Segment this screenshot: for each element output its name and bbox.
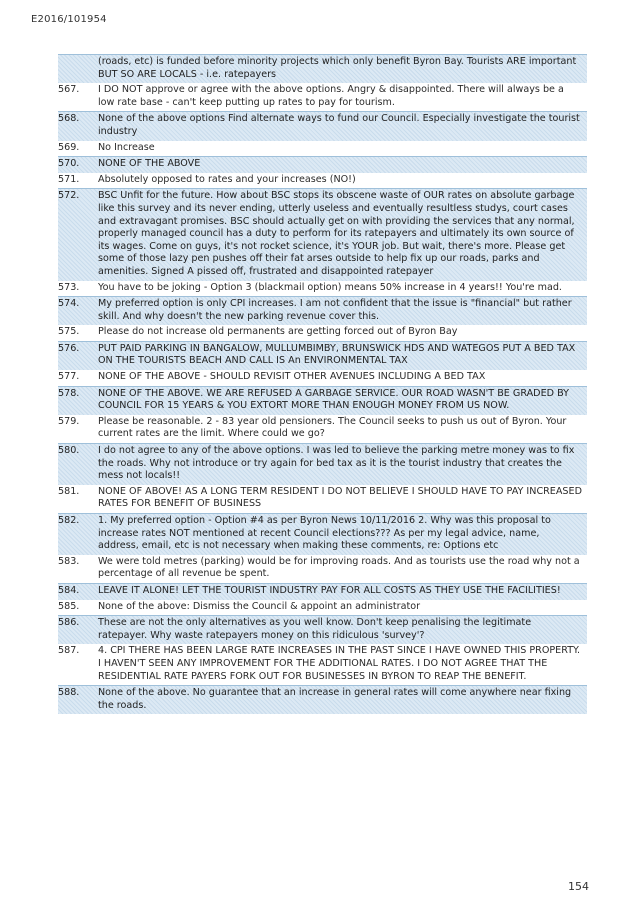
entry-text: These are not the only alternatives as you well know. Don't keep penalising the legitimate ratepayer. Why waste ratepayers money on this ridiculous 'survey'? [98,617,532,641]
entry-text: NONE OF THE ABOVE [98,158,201,170]
comment-row [58,281,587,297]
entry-number: 576. [58,342,80,354]
entry-text: I DO NOT approve or agree with the above options. Angry & disappointed. There will always be a low rate base - can't keep putting up rates to pay for tourism. [98,84,564,108]
comment-row [58,644,587,685]
entry-text: NONE OF ABOVE! AS A LONG TERM RESIDENT I DO NOT BELIEVE I SHOULD HAVE TO PAY INCREASED RATES FOR BENEFIT OF BUSINESS [98,485,582,510]
comment-row [58,341,587,370]
entry-text: None of the above options Find alternate ways to fund our Council. Especially investigate the tourist industry [98,113,580,137]
comment-row [58,111,587,140]
entry-text: 1. My preferred option - Option #4 as per Byron News 10/11/2016 2. Why was this proposal to increase rates NOT mentioned at recent Council elections??? As per my legal advice, name, address, email, etc is not necessary when making these comments, re: Options etc [98,515,551,552]
comment-row [58,386,587,415]
entry-number: 569. [58,141,80,153]
entry-number: 570. [58,158,80,170]
entry-number: 581. [58,485,80,497]
entry-number: 580. [58,445,80,457]
comment-row [58,83,587,111]
entry-text: None of the above. No guarantee that an increase in general rates will come anywhere near fixing the roads. [98,687,572,711]
entry-number: 574. [58,298,80,310]
comment-row [58,583,587,600]
entry-number: 572. [58,190,80,202]
entry-text: NONE OF THE ABOVE - SHOULD REVISIT OTHER AVENUES INCLUDING A BED TAX [98,371,486,383]
comment-row [58,415,587,443]
comment-row [58,296,587,325]
entry-text: Please be reasonable. 2 - 83 year old pensioners. The Council seeks to push us out of Byron. Your current rates are the limit. Where could we go? [98,415,567,440]
entry-text: Please do not increase old permanents are getting forced out of Byron Bay [98,326,458,338]
entry-number: 584. [58,584,80,596]
page-number: 154 [568,880,589,893]
entry-text: You have to be joking - Option 3 (blackmail option) means 50% increase in 4 years!! You're mad. [98,281,562,293]
entry-text: (roads, etc) is funded before minority projects which only benefit Byron Bay. Tourists ARE important BUT SO ARE LOCALS - i.e. ratepayers [98,56,577,80]
entry-text: No Increase [98,141,155,153]
entry-number: 587. [58,645,80,657]
entry-number: 571. [58,173,80,185]
entry-number: 575. [58,326,80,338]
entry-number: 588. [58,687,80,699]
comment-row [58,485,587,513]
entry-text: BSC Unfit for the future. How about BSC stops its obscene waste of OUR rates on absolute garbage like this survey and its never ending, utterly useless and eventually resultless studys, court cases and extravagant promises. BSC should actually get on with providing the services that any normal, properly managed council has a duty to perform for its ratepayers and ultimately its own source of its wages. Come on guys, it's not rocket science, it's YOUR job. But wait, there's more. Please get some of those lazy pen pushes off their fat arses outside to help fix up our roads, parks and amenities. Signed A pissed off, frustrated and disappointed ratepayer [98,190,575,277]
continuation-row [58,54,587,83]
entry-number: 578. [58,387,80,399]
entry-number: 579. [58,415,80,427]
comment-row [58,685,587,714]
entry-number: 585. [58,600,80,612]
comment-row [58,370,587,386]
entry-text: Absolutely opposed to rates and your increases (NO!) [98,173,356,185]
entry-text: We were told metres (parking) would be for improving roads. And as tourists use the road why not a percentage of all revenue be spent. [98,555,580,580]
comment-list [58,54,587,714]
comment-row [58,325,587,341]
entry-text: 4. CPI THERE HAS BEEN LARGE RATE INCREASES IN THE PAST SINCE I HAVE OWNED THIS PROPERTY. I HAVEN'T SEEN ANY IMPROVEMENT FOR THE ADDITIONAL RATES. I DO NOT AGREE THAT THE RESIDENTIAL RATE PAYERS FORK OUT FOR BUSINESSES IN BYRON TO REAP THE BENEFIT. [98,645,581,682]
comment-row [58,600,587,616]
entry-number: 582. [58,515,80,526]
entry-text: None of the above: Dismiss the Council & appoint an administrator [98,600,421,612]
entry-number: 583. [58,555,80,567]
comment-row [58,443,587,485]
comment-row [58,156,587,173]
comment-row [58,615,587,644]
comment-row [58,555,587,583]
comment-row [58,173,587,189]
entry-number: 586. [58,617,80,629]
entry-number: 573. [58,281,80,293]
entry-number: 568. [58,113,80,125]
entry-text: My preferred option is only CPI increases. I am not confident that the issue is "financial" but rather skill. And why doesn't the new parking revenue cover this. [98,298,572,322]
comment-row [58,188,587,280]
entry-number: 567. [58,84,80,96]
document-id: E2016/101954 [31,14,107,25]
entry-text: PUT PAID PARKING IN BANGALOW, MULLUMBIMBY, BRUNSWICK HDS AND WATEGOS PUT A BED TAX ON THE TOURISTS BEACH AND CALL IS An ENVIRONMENTAL TAX [98,342,576,367]
comment-row [58,141,587,157]
entry-text: I do not agree to any of the above options. I was led to believe the parking metre money was to fix the roads. Why not introduce or try again for bed tax as it is the tourist industry that creates the mess not locals!! [98,445,575,482]
entry-text: NONE OF THE ABOVE. WE ARE REFUSED A GARBAGE SERVICE. OUR ROAD WASN'T BE GRADED BY COUNCIL FOR 15 YEARS & YOU EXTORT MORE THAN ENOUGH MONEY FROM US NOW. [98,387,569,412]
entry-text: LEAVE IT ALONE! LET THE TOURIST INDUSTRY PAY FOR ALL COSTS AS THEY USE THE FACILITIES! [98,584,561,596]
entry-number: 577. [58,371,80,383]
comment-row [58,513,587,555]
